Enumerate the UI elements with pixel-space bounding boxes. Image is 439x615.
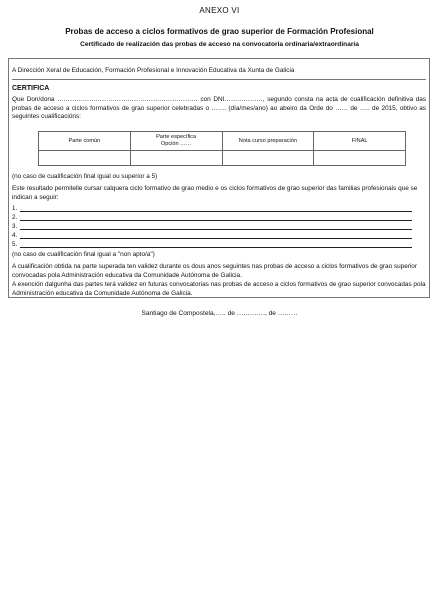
col-opcion-label: Opción …… bbox=[160, 141, 192, 147]
col-final: FINAL bbox=[314, 132, 406, 151]
line-number: 4. bbox=[12, 232, 18, 239]
document-subtitle: Certificado de realización das probas de acceso na convocatoria ordinaria/extraordinaria bbox=[80, 41, 359, 48]
issuing-authority: A Dirección Xeral de Educación, Formación Profesional e Innovación Educativa da Xunta de Galicia bbox=[12, 67, 295, 74]
grades-table-header bbox=[39, 132, 406, 151]
col-parte-especifica bbox=[130, 132, 222, 151]
cell-parte-especifica bbox=[130, 151, 222, 166]
col-parte-comun: Parte común bbox=[39, 132, 131, 151]
blank-underline bbox=[20, 238, 412, 239]
line-number: 2. bbox=[12, 214, 18, 221]
exemption-paragraph: A exención dalgunha das partes terá validez en futuras convocatorias nas probas de acceso a ciclos formativos de grao superior convocadas pola Administración educativa da Comunidade Autónoma de Galicia. bbox=[12, 281, 426, 297]
cell-parte-comun bbox=[39, 151, 131, 166]
grades-table-row bbox=[39, 151, 406, 166]
divider bbox=[12, 79, 426, 80]
col-parte-especifica-label: Parte específica bbox=[156, 134, 197, 140]
family-line-3 bbox=[12, 223, 412, 231]
validity-paragraph: A cualificación obtida na parte superada ten validez durante os dous anos seguintes nas probas de acceso a ciclos formativos de grao superior convocadas pola Administración educativa da Comunidade Autónoma de Galicia. bbox=[12, 263, 417, 279]
pass-paragraph: Este resultado permitelle cursar calquera ciclo formativo de grao medio e os ciclos formativos de grao superior das familias profesionais que se indican a seguir: bbox=[12, 185, 418, 201]
certification-paragraph: Que Don/dona ………………………………………………………… con DNI………………, segundo consta na acta de cualificación definitiva das probas de acceso a ciclos formativos de grao superior celebradas o ……. (día/mes/ano) ao abeiro da Orde do …… de ….. de 2015, obtivo as seguintes cualificacións: bbox=[12, 96, 426, 121]
certifica-heading: CERTIFICA bbox=[12, 85, 50, 92]
line-number: 1. bbox=[12, 205, 18, 212]
blank-underline bbox=[20, 247, 412, 248]
document-title: Probas de acceso a ciclos formativos de grao superior de Formación Profesional bbox=[65, 27, 374, 36]
line-number: 3. bbox=[12, 223, 18, 230]
col-nota-curso: Nota curso preparación bbox=[222, 132, 314, 151]
grades-table bbox=[38, 131, 406, 166]
cell-nota-curso bbox=[222, 151, 314, 166]
note-pass: (no caso de cualificación final igual ou superior a 5) bbox=[12, 173, 158, 180]
family-line-2 bbox=[12, 214, 412, 222]
annex-label: ANEXO VI bbox=[199, 6, 240, 15]
family-line-5 bbox=[12, 241, 412, 249]
place-date-line: Santiago de Compostela,….. de …………., de ……… bbox=[141, 310, 298, 317]
line-number: 5. bbox=[12, 241, 18, 248]
note-fail: (no caso de cualificación final igual a "non apto/a") bbox=[12, 251, 155, 258]
family-line-1 bbox=[12, 205, 412, 213]
blank-underline bbox=[20, 211, 412, 212]
blank-underline bbox=[20, 229, 412, 230]
blank-underline bbox=[20, 220, 412, 221]
cell-final bbox=[314, 151, 406, 166]
certificate-frame bbox=[8, 58, 430, 298]
family-line-4 bbox=[12, 232, 412, 240]
